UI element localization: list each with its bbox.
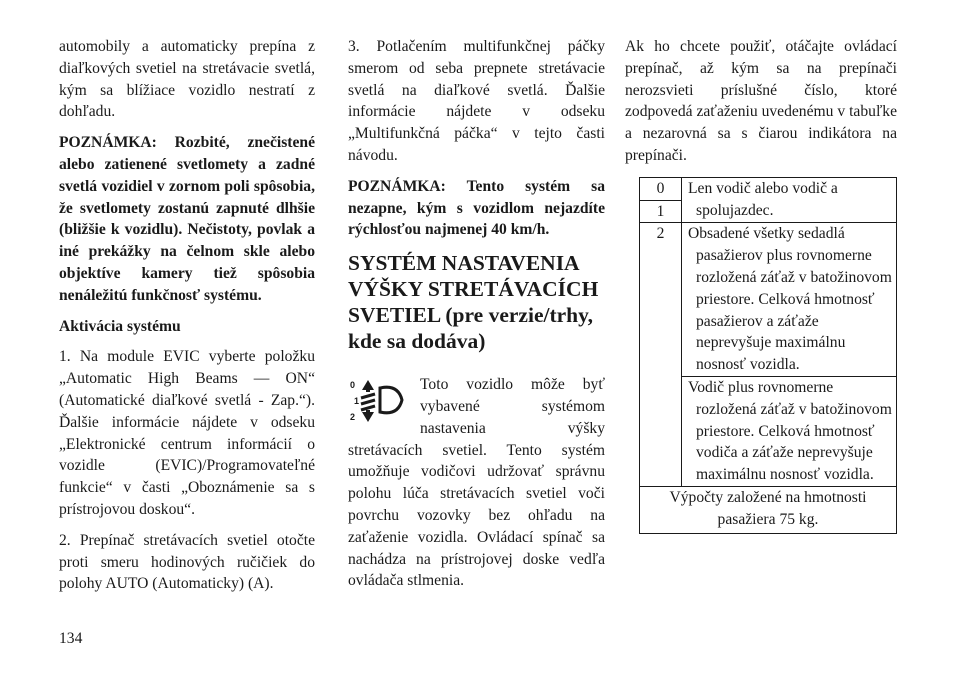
note-dirty-headlamps: POZNÁMKA: Rozbité, znečistené alebo zatienené svetlomety a zadné svetlá vozidiel v zornom poli spôsobia, že svetlomety zostanú zapnuté dlhšie (bližšie k vozidlu). Nečistoty, povlak a iné prekážky na čelnom skle alebo objektíve kamery tiež spôsobia nenáležitú funkčnosť systému.	[59, 134, 315, 304]
column-right	[625, 36, 897, 534]
paragraph-auto-switch: automobily a automaticky prepína z diaľkových svetiel na stretávacie svetlá, kým sa blížiace vozidlo nestratí z dohľadu.	[59, 38, 315, 121]
table-cell-2: 2	[640, 223, 682, 487]
table-cell-0: 0	[640, 177, 682, 200]
headlamp-leveling-icon	[348, 374, 414, 434]
table-footer: Výpočty založené na hmotnosti pasažiera 75 kg.	[640, 486, 897, 533]
column-left	[59, 36, 315, 604]
table-cell-driver-passenger: Len vodič alebo vodič a spolujazdec.	[682, 177, 897, 223]
load-table	[639, 177, 897, 534]
note-speed: POZNÁMKA: Tento systém sa nezapne, kým s vozidlom nejazdíte rýchlosťou najmenej 40 km/h.	[348, 177, 605, 239]
leveling-body: Toto vozidlo môže byť vybavené systémom nastavenia výšky stretávacích svetiel. Tento systém umožňuje vodičovi udržovať správnu polohu lúča stretávacích svetiel voči povrchu vozovky bez ohľadu na zaťaženie vozidla. Ovládací spínač sa nachádza na prístrojovej doske vedľa ovládača stlmenia.	[348, 376, 605, 590]
icon-label-1: 1	[354, 396, 360, 407]
step-3: 3. Potlačením multifunkčnej páčky smerom od seba prepnete stretávacie svetlá na diaľkové svetlá. Ďalšie informácie nájdete v odseku „Multifunkčná páčka“ v tejto časti návodu.	[348, 38, 605, 164]
step-2: 2. Prepínač stretávacích svetiel otočte proti smeru hodinových ručičiek do polohy AUTO (Automaticky) (A).	[59, 531, 315, 593]
table-cell-all-seats: Obsadené všetky sedadlá pasažierov plus rovnomerne rozložená záťaž v batožinovom priestore. Celková hmotnosť pasažierov a záťaže neprevyšuje maximálnu nosnosť vozidla.	[682, 223, 897, 377]
icon-label-2: 2	[350, 412, 356, 423]
activation-heading: Aktivácia systému	[59, 317, 181, 335]
table-cell-driver-cargo: Vodič plus rovnomerne rozložená záťaž v batožinovom priestore. Celková hmotnosť vodiča a záťaže neprevyšuje maximálnu nosnosť vozidla.	[682, 376, 897, 486]
section-heading: SYSTÉM NASTAVENIA VÝŠKY STRETÁVACÍCH SVETIEL (pre verzie/trhy, kde sa dodáva)	[348, 251, 599, 354]
page-number: 134	[59, 630, 83, 647]
icon-label-0: 0	[350, 380, 356, 391]
leveling-intro: Ak ho chcete použiť, otáčajte ovládací prepínač, až kým sa na prepínači nerozsvieti príslušné číslo, ktoré zodpovedá zaťaženiu uvedenému v tabuľke a nezarovná sa s čiarou indikátora na prepínači.	[625, 38, 897, 164]
step-1: 1. Na module EVIC vyberte položku „Automatic High Beams — ON“ (Automatické diaľkové svetlá - Zap.“). Ďalšie informácie nájdete v odseku „Elektronické centrum informácií o vozidle (EVIC)/Programovateľné funkcie“ v časti „Oboznámenie sa s prístrojovou doskou“.	[59, 348, 315, 518]
column-middle	[348, 36, 605, 592]
table-cell-1: 1	[640, 200, 682, 223]
leveling-description	[348, 374, 605, 592]
